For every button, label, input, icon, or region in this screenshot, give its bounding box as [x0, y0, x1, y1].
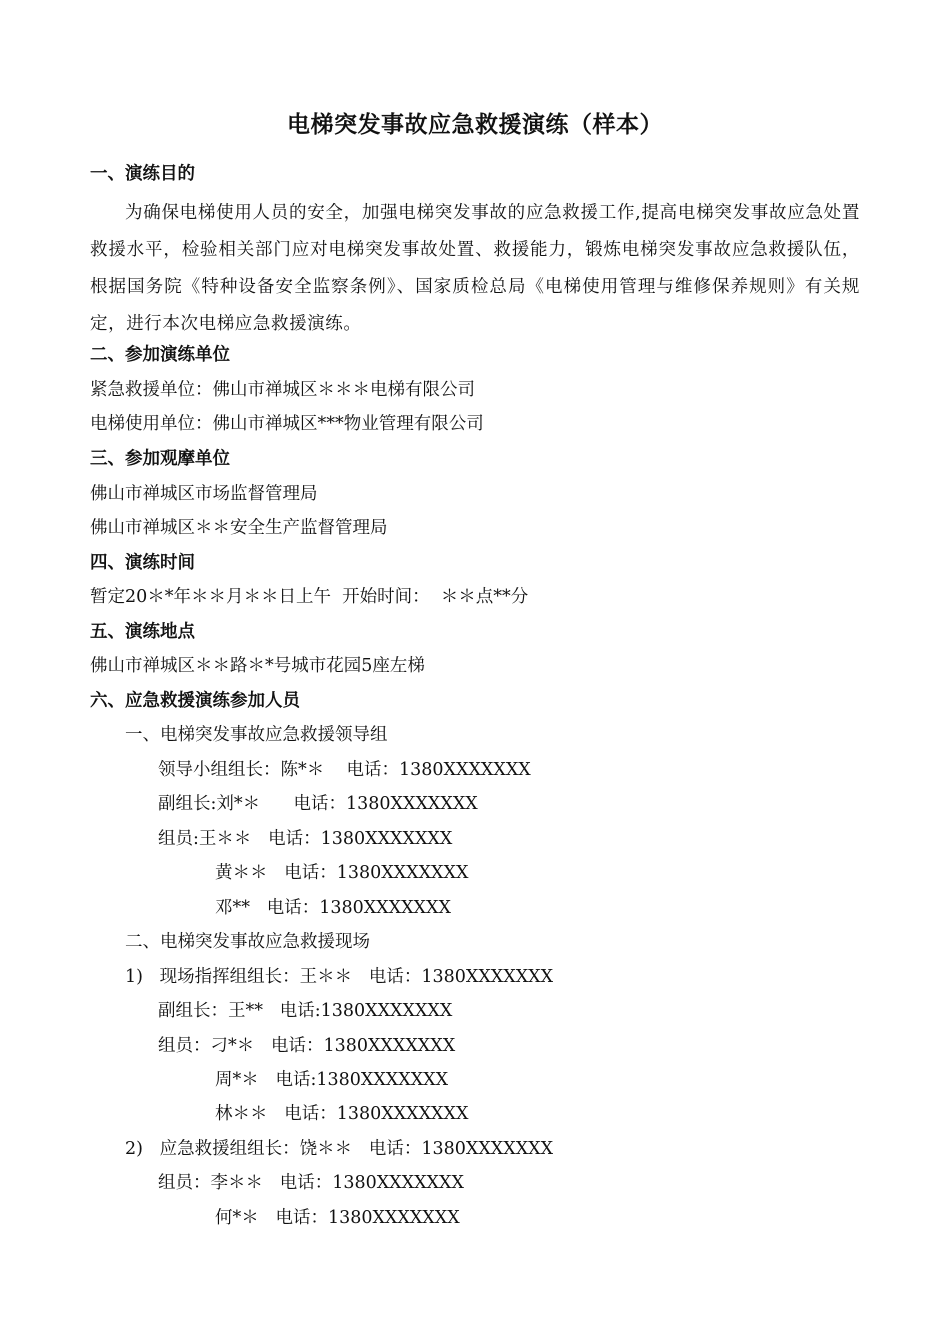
- personnel-line: 副组长:刘*＊ 电话：1380XXXXXXX: [158, 794, 478, 814]
- personnel-line: 副组长：王** 电话:1380XXXXXXX: [158, 1001, 453, 1021]
- user-unit-line: 电梯使用单位：佛山市禅城区***物业管理有限公司: [90, 414, 484, 434]
- personnel-line: 组员：李＊＊ 电话：1380XXXXXXX: [158, 1173, 464, 1193]
- section-heading-purpose: 一、演练目的: [90, 164, 195, 184]
- personnel-line: 何*＊ 电话：1380XXXXXXX: [215, 1208, 460, 1228]
- personnel-line: 1) 现场指挥组组长：王＊＊ 电话：1380XXXXXXX: [125, 967, 554, 987]
- observer-line: 佛山市禅城区＊＊安全生产监督管理局: [90, 518, 388, 538]
- page-title: 电梯突发事故应急救援演练（样本）: [287, 111, 663, 138]
- personnel-line: 组员:王＊＊ 电话：1380XXXXXXX: [158, 829, 453, 849]
- section-heading-participants: 二、参加演练单位: [90, 345, 230, 365]
- personnel-line: 领导小组组长：陈*＊ 电话：1380XXXXXXX: [158, 760, 531, 780]
- section-heading-personnel: 六、应急救援演练参加人员: [90, 691, 300, 711]
- observer-line: 佛山市禅城区市场监督管理局: [90, 484, 318, 504]
- subsection-leadership: 一、电梯突发事故应急救援领导组: [125, 725, 388, 745]
- section-heading-location: 五、演练地点: [90, 622, 195, 642]
- personnel-line: 邓** 电话：1380XXXXXXX: [215, 898, 451, 918]
- section-heading-observers: 三、参加观摩单位: [90, 449, 230, 469]
- location-line: 佛山市禅城区＊＊路＊*号城市花园5座左梯: [90, 656, 425, 676]
- personnel-line: 林＊＊ 电话：1380XXXXXXX: [215, 1104, 469, 1124]
- purpose-paragraph: 为确保电梯使用人员的安全，加强电梯突发事故的应急救援工作,提高电梯突发事故应急处置救援水平，检验相关部门应对电梯突发事故处置、救援能力，锻炼电梯突发事故应急救援队伍，根据国务院《特种设备安全监察条例》、国家质检总局《电梯使用管理与维修保养规则》有关规定，进行本次电梯应急救援演练。: [90, 203, 860, 334]
- personnel-line: 2) 应急救援组组长：饶＊＊ 电话：1380XXXXXXX: [125, 1139, 554, 1159]
- time-line: 暂定20＊*年＊＊月＊＊日上午 开始时间： ＊＊点**分: [90, 587, 529, 607]
- rescue-unit-line: 紧急救援单位：佛山市禅城区＊＊＊电梯有限公司: [90, 380, 475, 400]
- personnel-line: 组员：刁*＊ 电话：1380XXXXXXX: [158, 1036, 456, 1056]
- personnel-line: 黄＊＊ 电话：1380XXXXXXX: [215, 863, 469, 883]
- section-heading-time: 四、演练时间: [90, 553, 195, 573]
- personnel-line: 周*＊ 电话:1380XXXXXXX: [215, 1070, 449, 1090]
- subsection-onsite: 二、电梯突发事故应急救援现场: [125, 932, 370, 952]
